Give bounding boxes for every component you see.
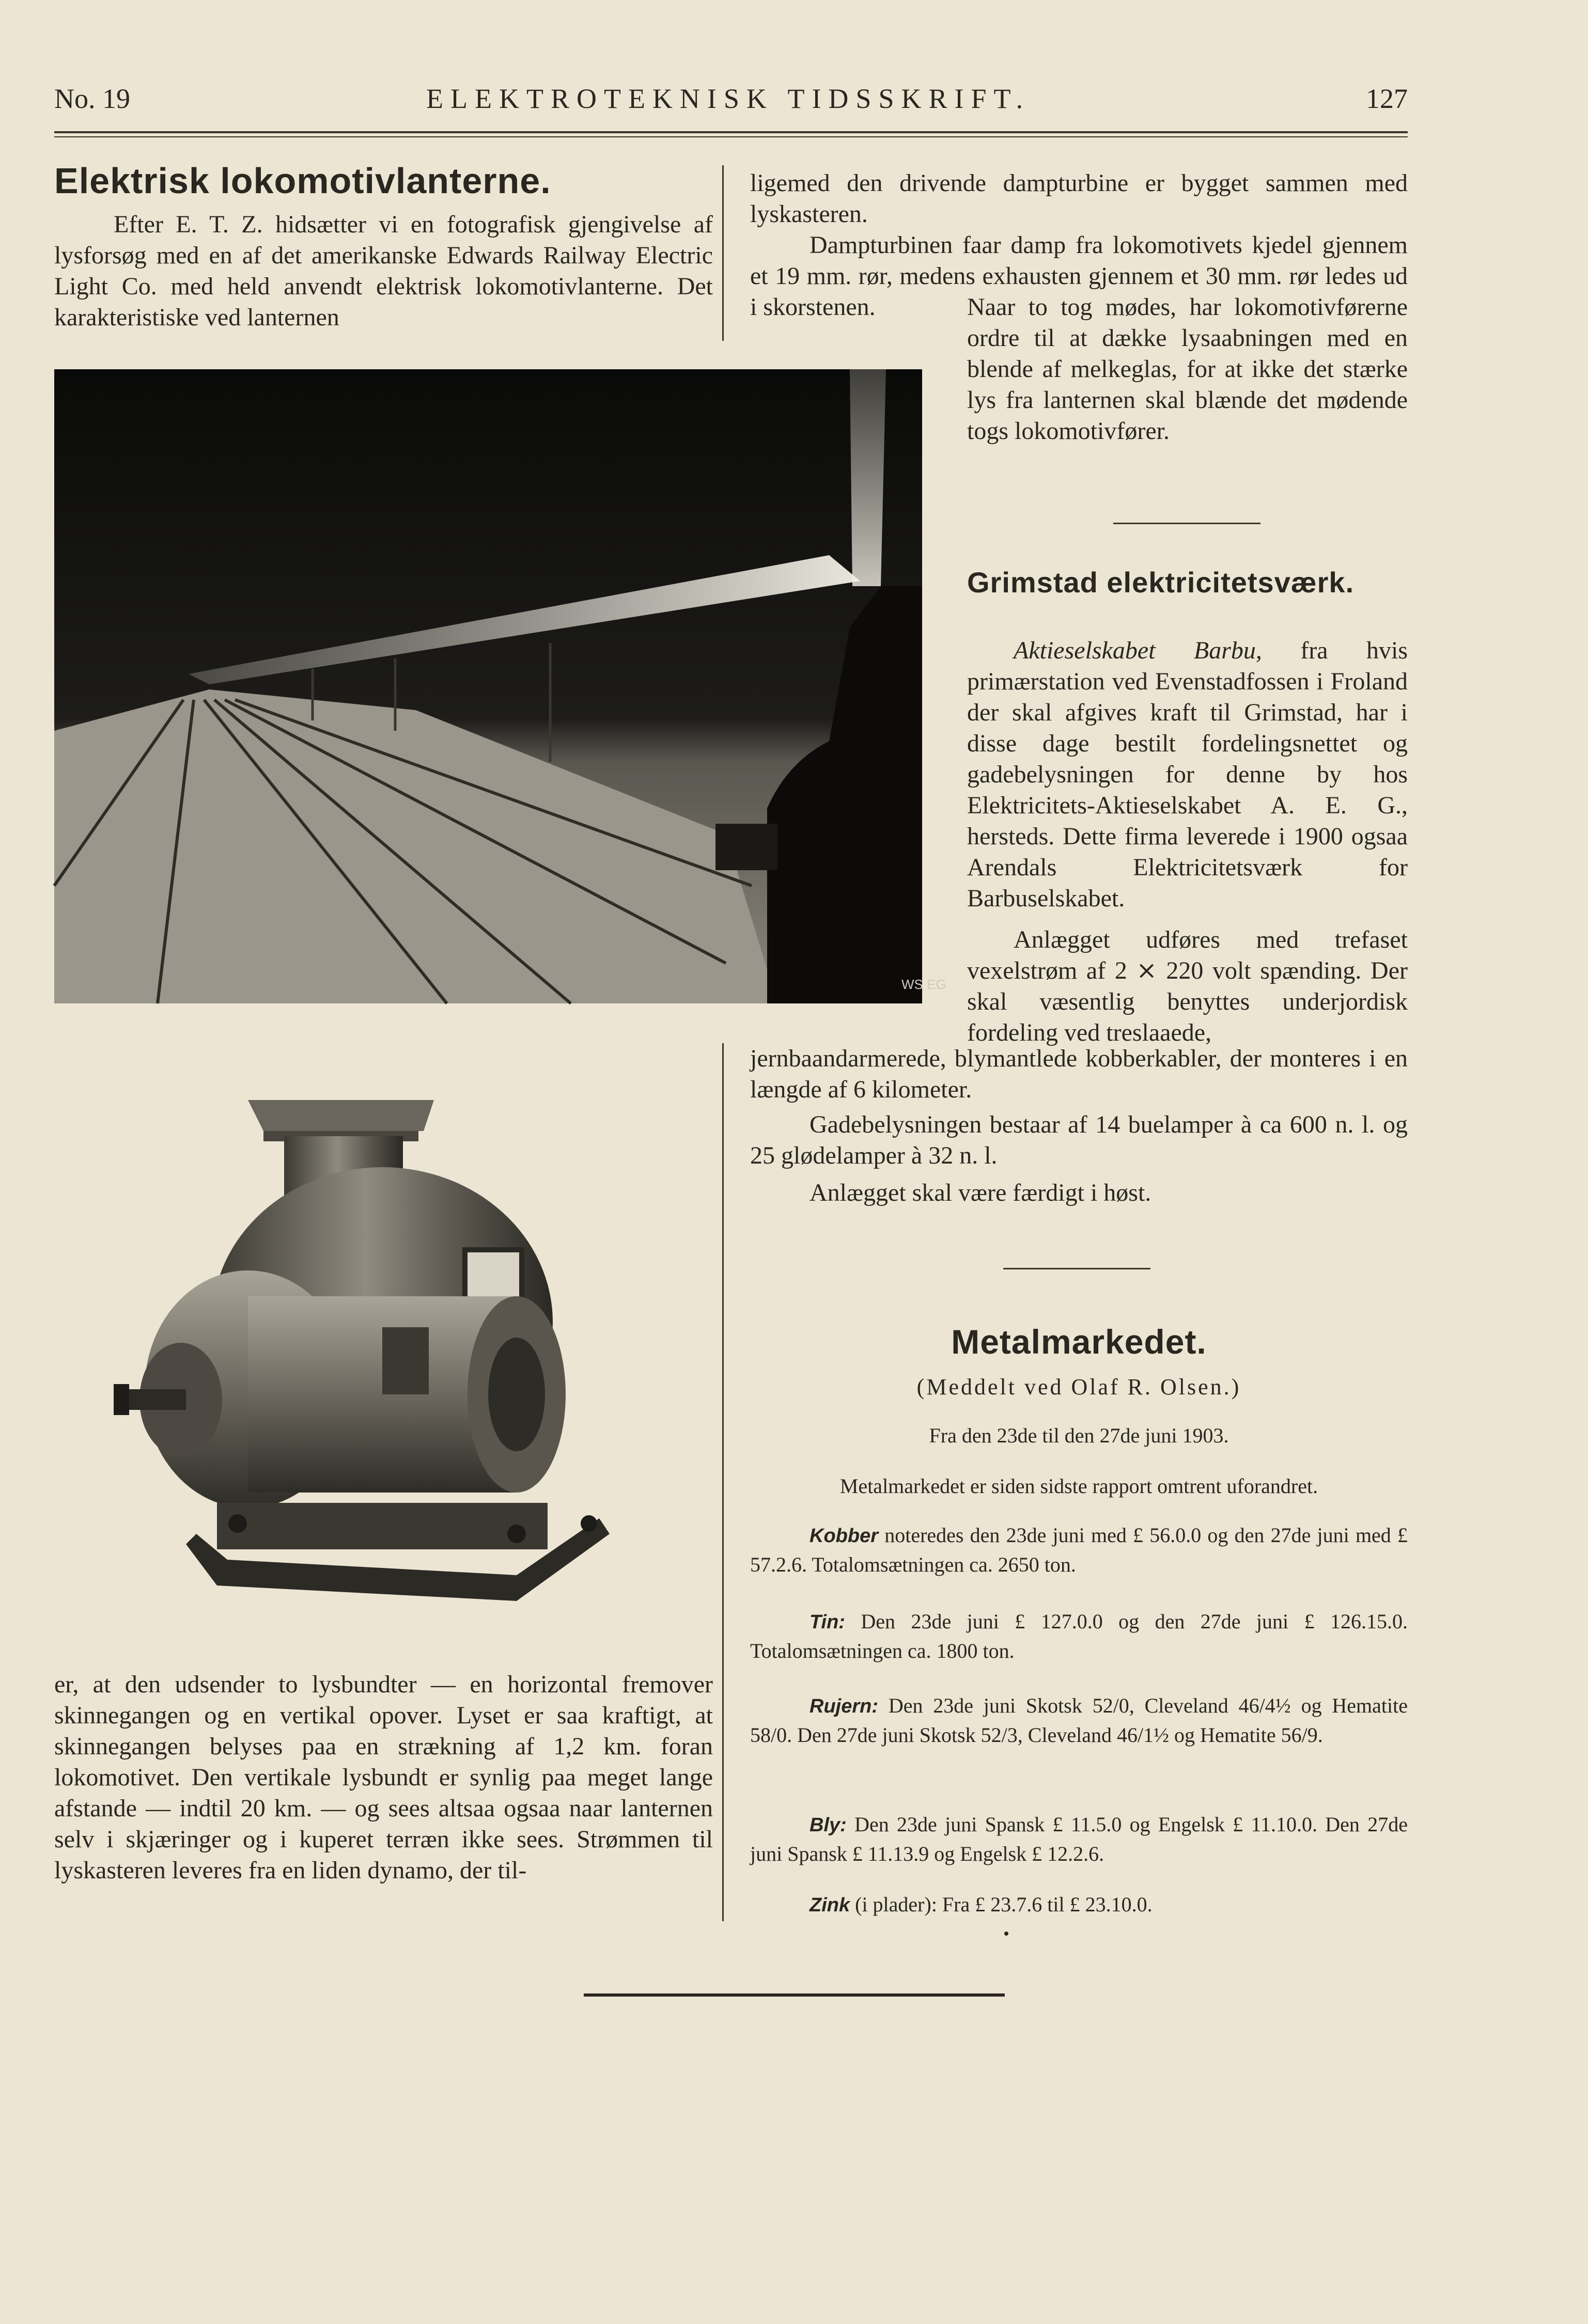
lantern-right-para-3: Naar to tog mødes, har lokomotivførerne ordre til at dække lysaabningen med en blende af melkeglas, for at ikke det stærke lys fra lanternen skal blænde det mødende togs lokomotivfører. [967,293,1408,445]
zinc-label: Zink [809,1894,850,1916]
page-end-rule [584,1993,1005,1997]
metal-period: Fra den 23de til den 27de juni 1903. [929,1424,1229,1447]
grimstad-article-title: Grimstad elektricitetsværk. [967,566,1355,599]
pigiron-text: Den 23de juni Skotsk 52/0, Cleveland 46/4½ og Hematite 58/0. Den 27de juni Skotsk 52/3, Cleveland 46/1½ og Hematite 56/9. [750,1694,1408,1747]
grimstad-paragraph-3: Gadebelysningen bestaar af 14 buelamper à ca 600 n. l. og 25 glødelamper à 32 n. l. [750,1111,1408,1169]
lantern-right-para-2: Dampturbinen faar damp fra lokomotivets kjedel gjennem et 19 mm. rør, medens exhausten gjennem et 30 mm. rør ledes ud i skorstenen. [750,231,1408,321]
article-separator-2 [1003,1268,1150,1269]
zinc-text: (i plader): Fra £ 23.7.6 til £ 23.10.0. [855,1893,1153,1916]
metal-lead-entry [750,1810,1408,1868]
article-separator-1 [1113,523,1260,524]
grimstad-paragraph-1-text: fra hvis primærstation ved Evenstadfossen i Froland der skal afgives kraft til Grimstad, har i disse dage bestilt fordelingsnettet og gadebelysningen for denne by hos Elektricitets-Aktieselskabet A. E. G., hersteds. Dette firma leverede i 1900 ogsaa Arendals Elektricitetsværk for Barbuselskabet. [967,637,1408,912]
lantern-night-photograph [54,369,946,1003]
lead-text: Den 23de juni Spansk £ 11.5.0 og Engelsk £ 11.10.0. Den 27de juni Spansk £ 11.13.9 og Engelsk £ 12.2.6. [750,1813,1408,1865]
tin-text: Den 23de juni £ 127.0.0 og den 27de juni £ 126.15.0. Totalomsætningen ca. 1800 ton. [750,1610,1408,1662]
page-number: 127 [1366,83,1408,114]
header-rule-thin [54,136,1408,137]
running-header [54,77,1408,119]
print-speck [1004,1932,1008,1936]
issue-number: No. 19 [54,83,130,114]
lantern-continued-left: er, at den udsender to lysbundter — en horizontal fremover skinnegangen og en vertikal opover. Lyset er saa kraftigt, at skinnegangen belyses paa en strækning af 1,2 km. foran lokomotivet. Den vertikale lysbundt er synlig paa meget lange afstande — indtil 20 km. — og sees altsaa ogsaa naar lanternen selv i skjæringer og i kuperet terræn ikke sees. Strømmen til lyskasteren leveres fra en liden dynamo, der til- [54,1671,713,1884]
copper-text: noteredes den 23de juni med £ 56.0.0 og den 27de juni med £ 57.2.6. Totalomsætningen ca. 2650 ton. [750,1524,1408,1576]
grimstad-paragraph-2-wide: jernbaandarmerede, blymantlede kobberkabler, der monteres i en længde af 6 kilometer. [750,1045,1408,1103]
metal-intro: Metalmarkedet er siden sidste rapport omtrent uforandret. [839,1474,1318,1498]
metal-tin-entry [750,1607,1408,1666]
night-railway-illustration [54,369,946,1003]
photo-monogram: WS EG [901,977,946,992]
grimstad-company-name: Aktieselskabet Barbu, [1014,637,1262,664]
column-divider-bottom [722,1043,724,1921]
grimstad-paragraph-1 [967,635,1408,914]
column-divider-top [722,165,724,341]
header-rule [54,131,1408,133]
metal-copper-entry [750,1521,1408,1579]
metal-article-title: Metalmarkedet. [951,1323,1207,1361]
dynamo-illustration [93,1079,672,1637]
metal-pigiron-entry [750,1691,1408,1750]
grimstad-paragraph-4: Anlægget skal være færdigt i høst. [809,1179,1151,1206]
metal-zinc-entry [750,1890,1408,1920]
grimstad-paragraph-2-narrow: Anlægget udføres med trefaset vexelstrøm af 2 ⨯ 220 volt spænding. Der skal væsentlig benyttes underjordisk fordeling ved treslaaede, [967,926,1408,1046]
lantern-intro-paragraph: Efter E. T. Z. hidsætter vi en fotografisk gjengivelse af lysforsøg med en af det amerikanske Edwards Railway Electric Light Co. med held anvendt elektrisk lokomotivlanterne. Det karakteristiske ved lanternen [54,211,713,331]
tin-label: Tin: [809,1611,845,1633]
lantern-right-para-1: ligemed den drivende dampturbine er bygget sammen med lyskasteren. [750,169,1408,228]
lantern-article-title: Elektrisk lokomotivlanterne. [54,161,551,201]
pigiron-label: Rujern: [809,1695,878,1717]
copper-label: Kobber [809,1525,878,1547]
lead-label: Bly: [809,1814,847,1836]
journal-title: ELEKTROTEKNISK TIDSSKRIFT. [426,83,1030,114]
turbine-dynamo-engraving [93,1079,672,1637]
metal-article-byline: (Meddelt ved Olaf R. Olsen.) [916,1374,1241,1400]
